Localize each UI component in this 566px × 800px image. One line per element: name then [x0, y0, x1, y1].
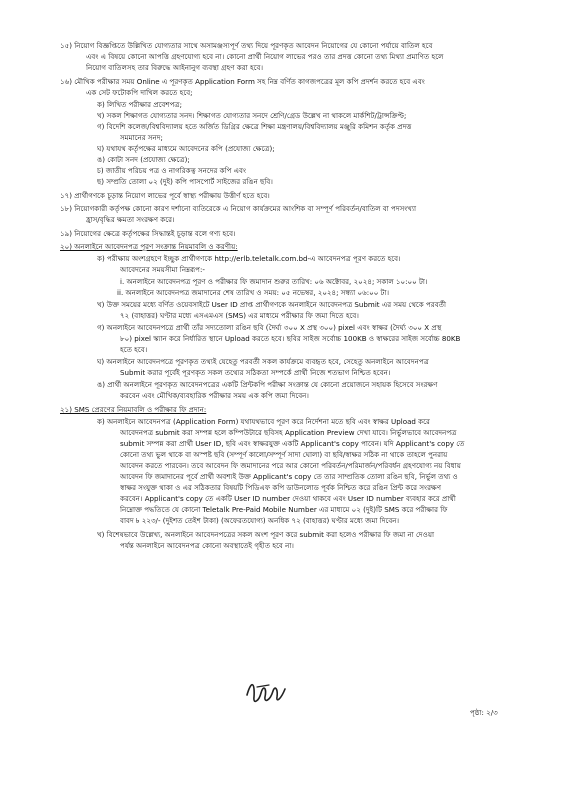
document-text-line: ঘ) অনলাইনে আবেদনপত্রে পূরণকৃত তথ্যই যেহেতু পরবর্তী সকল কার্যক্রমে ব্যবহৃত হবে, সেহেতু অনলাইনে আবেদনপত্র	[97, 357, 429, 366]
document-text-line: ৭২ (বাহাত্তর) ঘণ্টার মধ্যে এসএমএস (SMS) এর মাধ্যমে পরীক্ষার ফি জমা দিতে হবে।	[120, 311, 359, 320]
document-text-line: ক) অনলাইনে আবেদনপত্র (Application Form) যথাযথভাবে পূরণ করে নির্দেশনা মতে ছবি এবং স্বাক্ষর Upload করে	[97, 417, 430, 426]
document-text-line: খ) সকল শিক্ষাগত যোগ্যতার সনদ। শিক্ষাগত যোগ্যতার সনদে শ্রেণি/গ্রেড উল্লেখ না থাকলে মার্কশিট/ট্রান্সক্রিপ্ট;	[97, 111, 407, 120]
document-text-line: আবেদনের সময়সীমা নিম্নরূপ:-	[120, 265, 205, 274]
document-text-line: গ) বিদেশি কলেজ/বিশ্ববিদ্যালয় হতে অর্জিত ডিগ্রির ক্ষেত্রে শিক্ষা মন্ত্রণালয়/বিশ্ববিদ্যালয় মঞ্জুরি কমিশন কর্তৃক প্রদত্ত	[97, 122, 412, 131]
document-text-line: ১৮) নিয়োগকারী কর্তৃপক্ষ কোনো কারণ দর্শানো ব্যতিরেকে এ নিয়োগ কার্যক্রমের আংশিক বা সম্পূর্ণ পরিবর্তন/বাতিল বা পদসংখ্যা	[60, 204, 417, 213]
document-text-line: কোনো তথ্য ভুল থাকে বা অস্পষ্ট ছবি (সম্পূর্ণ কালো/সম্পূর্ণ সাদা ঘোলা) বা ছবি/স্বাক্ষর সঠিক না থাকে তাহলে পুনরায়	[120, 450, 448, 459]
document-text-line: চ) জাতীয় পরিচয় পত্র ও নাগরিকত্ব সনদের কপি এবং	[97, 166, 247, 175]
document-text-line: হ্রাস/বৃদ্ধির ক্ষমতা সংরক্ষণ করে।	[86, 215, 175, 224]
signature-image	[243, 675, 289, 709]
document-text-line: ২০) অনলাইনে আবেদনপত্র পূরণ সংক্রান্ত নিয়মাবলি ও করণীয়:	[60, 242, 238, 251]
document-text-line: Submit করার পূর্বেই পূরণকৃত সকল তথ্যের সঠিকতা সম্পর্কে প্রার্থী নিজে শতভাগ নিশ্চিত হবেন।	[120, 368, 391, 377]
document-text-line: এক সেট ফটোকপি দাখিল করতে হবে;	[86, 88, 193, 97]
document-text-line: করবেন। Applicant's copy তে একটি User ID number দেওয়া থাকবে এবং User ID number ব্যবহার করে প্রার্থী	[120, 494, 456, 503]
document-text-line: স্বাক্ষর সংযুক্ত থাকা ও এর সঠিকতার বিষয়টি পিডিএফ কপি ডাউনলোড পূর্বক নিশ্চিত করে রঙিন প্রিন্ট করে সংরক্ষণ	[120, 483, 442, 492]
document-text-line: আবেদন করতে পারবেন। তবে আবেদন ফি জমাদানের পরে আর কোনো পরিবর্তন/পরিমার্জন/পরিবর্ধন গ্রহণযোগ্য নয় বিধায়	[120, 461, 461, 470]
document-text-line: ১৫) নিয়োগ বিজ্ঞপ্তিতে উল্লিখিত যোগ্যতার সাথে অসামঞ্জস্যপূর্ণ তথ্য দিয়ে পূরণকৃত আবেদন নিয়োগের যে কোনো পর্যায়ে বাতিল হবে	[60, 41, 433, 50]
document-text-line: ক) লিখিত পরীক্ষার প্রবেশপত্র;	[97, 100, 182, 109]
document-text-line: ঘ) যথাযথ কর্তৃপক্ষের মাধ্যমে আবেদনের কপি (প্রযোজ্য ক্ষেত্রে);	[97, 144, 275, 153]
document-text-line: পর্যন্ত অনলাইনে আবেদনপত্র কোনো অবস্থাতেই গৃহীত হবে না।	[120, 541, 294, 550]
document-text-line: ক) পরীক্ষায় অংশগ্রহণে ইচ্ছুক প্রার্থীগণকে http://erlb.teletalk.com.bd-এ আবেদনপত্র পূরণ করতে হবে।	[97, 254, 401, 263]
document-text-line: ii. অনলাইনে আবেদনপত্র জমাদানের শেষ তারিখ ও সময়: ০৫ নভেম্বর, ২০২৪; সন্ধ্যা ০৬:০০ টা।	[117, 288, 390, 297]
document-text-line: আবেদনপত্র submit করা সম্পন্ন হলে কম্পিউটারে ছবিসহ Application Preview দেখা যাবে। নির্ভুলভাবে আবেদনপত্র	[120, 428, 457, 437]
document-text-line: খ) বিশেষভাবে উল্লেখ্য, অনলাইনে আবেদনপত্রের সকল অংশ পূরণ করে submit করা হলেও পরীক্ষার ফি জমা না দেওয়া	[97, 530, 435, 539]
document-text-line: সমমানের সনদ;	[120, 133, 163, 142]
document-text-line: ঙ) প্রার্থী অনলাইনে পূরণকৃত আবেদনপত্রের একটি প্রিন্টকপি পরীক্ষা সংক্রান্ত যে কোনো প্রয়োজনে সহায়ক হিসেবে সংরক্ষণ	[97, 380, 438, 389]
document-text-line: i. অনলাইনে আবেদনপত্র পূরণ ও পরীক্ষার ফি জমাদান শুরুর তারিখ: ০৬ অক্টোবর, ২০২৪; সকাল ১০:০০ টা।	[120, 277, 428, 286]
document-text-line: ২১) SMS প্রেরণের নিয়মাবলি ও পরীক্ষার ফি প্রদান:	[60, 405, 207, 414]
document-text-line: ১৯) নিয়োগের ক্ষেত্রে কর্তৃপক্ষের সিদ্ধান্তই চূড়ান্ত বলে গণ্য হবে।	[60, 229, 236, 238]
document-text-line: ৮০) pixel স্ক্যান করে নির্ধারিত স্থানে Upload করতে হবে। ছবির সাইজ সর্বোচ্চ 100KB ও স্বাক্ষরের সাইজ সর্বোচ্চ 80KB	[120, 334, 461, 343]
document-text-line: ঙ) কোটা সনদ (প্রযোজ্য ক্ষেত্রে);	[97, 155, 190, 164]
document-text-line: ১৭) প্রার্থীগণকে চূড়ান্ত নিয়োগ লাভের পূর্বে স্বাস্থ্য পরীক্ষায় উত্তীর্ণ হতে হবে।	[60, 191, 270, 200]
document-text-line: হতে হবে।	[120, 345, 148, 354]
document-text-line: আবেদন ফি জমাদানের পূর্বে প্রার্থী অবশ্যই উক্ত Applicant's copy তে তার সাম্প্রতিক তোলা রঙিন ছবি, নির্ভুল তথ্য ও	[120, 472, 458, 481]
document-text-line: করবেন এবং মৌখিক/ব্যবহারিক পরীক্ষার সময় এক কপি জমা দিবেন।	[120, 391, 309, 400]
document-text-line: খ) উক্ত সময়ের মধ্যে বর্ণিত ওয়েবসাইটে User ID প্রাপ্ত প্রার্থীগণকে অনলাইনে আবেদনপত্র Submit এর সময় থেকে পরবর্তী	[97, 300, 446, 309]
document-text-line: নিম্নোক্ত পদ্ধতিতে যে কোনো Teletalk Pre-Paid Mobile Number এর মাধ্যমে ০২ (দুই)টি SMS করে পরীক্ষার ফি	[120, 505, 448, 514]
document-text-line: এবং এ বিষয়ে কোনো আপত্তি গ্রহণযোগ্য হবে না। কোনো প্রার্থী নিয়োগ লাভের পরও তার প্রদত্ত কোনো তথ্য মিথ্যা প্রমাণিত হলে	[86, 52, 444, 61]
document-text-line: বাবদ ৳ ২২৩/- (দুইশত তেইশ টাকা) (অফেরতযোগ্য) অনধিক ৭২ (বাহাত্তর) ঘণ্টার মধ্যে জমা দিবেন।	[120, 516, 400, 525]
document-text-line: ১৬) মৌখিক পরীক্ষার সময় Online এ পূরণকৃত Application Form সহ নিম্ন বর্ণিত কাগজপত্রের মূল কপি প্রদর্শন করতে হবে এবং	[60, 77, 425, 86]
document-text-line: submit সম্পন্ন করা প্রার্থী User ID, ছবি এবং স্বাক্ষরযুক্ত একটি Applicant's copy পাবেন। যদি Applicant's copy তে	[120, 439, 465, 448]
document-text-line: ছ) সম্প্রতি তোলা ০২ (দুই) কপি পাসপোর্ট সাইজের রঙিন ছবি।	[97, 177, 273, 186]
page-number: পৃষ্ঠা: ২/৩	[470, 708, 498, 717]
document-text-line: গ) অনলাইনে আবেদনপত্রে প্রার্থী তাঁর সদ্যতোলা রঙিন ছবি (দৈর্ঘ্য ৩০০ X প্রস্থ ৩০০) pixel এবং স্বাক্ষর (দৈর্ঘ্য ৩০০ X প্রস্থ	[97, 323, 442, 332]
document-text-line: নিয়োগ বাতিলসহ তার বিরুদ্ধে আইনানুগ ব্যবস্থা গ্রহণ করা হবে।	[86, 63, 264, 72]
